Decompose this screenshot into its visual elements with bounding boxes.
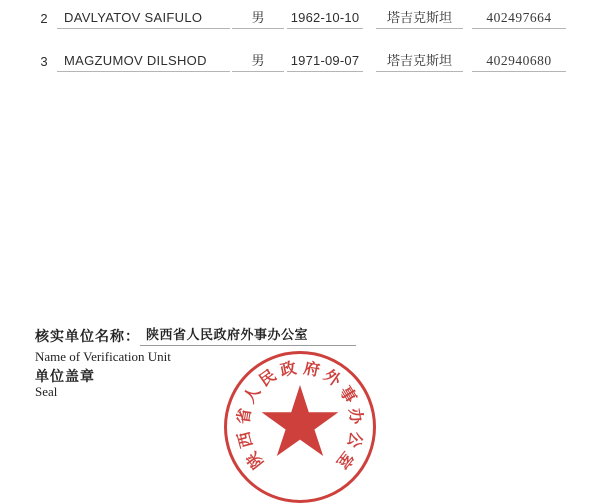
- seal-character: 公: [343, 429, 365, 450]
- official-seal: [224, 351, 376, 503]
- gender-cell: 男: [232, 52, 284, 72]
- seal-character: 西: [235, 429, 257, 450]
- passport-no-cell: 402940680: [472, 52, 566, 72]
- gender-cell: 男: [232, 9, 284, 29]
- passport-no-cell: 402497664: [472, 9, 566, 29]
- seal-character: 人: [240, 384, 264, 407]
- table-row: [0, 10, 600, 29]
- verification-unit-label-cn: 核实单位名称：: [35, 328, 140, 344]
- row-index: 2: [40, 11, 48, 26]
- birth-date-cell: 1962-10-10: [287, 9, 363, 29]
- table-rows: [0, 10, 600, 96]
- verification-unit-name: 陕西省人民政府外事办公室: [140, 326, 356, 346]
- seal-character: 陕: [244, 447, 268, 472]
- nationality-cell: 塔吉克斯坦: [376, 9, 463, 29]
- verification-unit-label-en: Name of Verification Unit: [35, 349, 171, 364]
- row-index: 3: [40, 54, 48, 69]
- seal-character: 室: [332, 447, 356, 472]
- seal-character: 事: [336, 384, 360, 407]
- seal-character: 省: [235, 407, 255, 426]
- seal-character: 外: [320, 367, 344, 391]
- seal-character: 民: [256, 367, 280, 391]
- nationality-cell: 塔吉克斯坦: [376, 52, 463, 72]
- seal-character: 办: [345, 407, 365, 426]
- birth-date-cell: 1971-09-07: [287, 52, 363, 72]
- table-row: [0, 53, 600, 72]
- name-cell: MAGZUMOV DILSHOD: [57, 52, 230, 72]
- name-cell: DAVLYATOV SAIFULO: [57, 9, 230, 29]
- seal-character: 政: [279, 360, 299, 381]
- seal-character: 府: [301, 360, 321, 381]
- unit-seal-label-en: Seal: [35, 384, 58, 399]
- unit-seal-label-cn: 单位盖章: [35, 368, 95, 384]
